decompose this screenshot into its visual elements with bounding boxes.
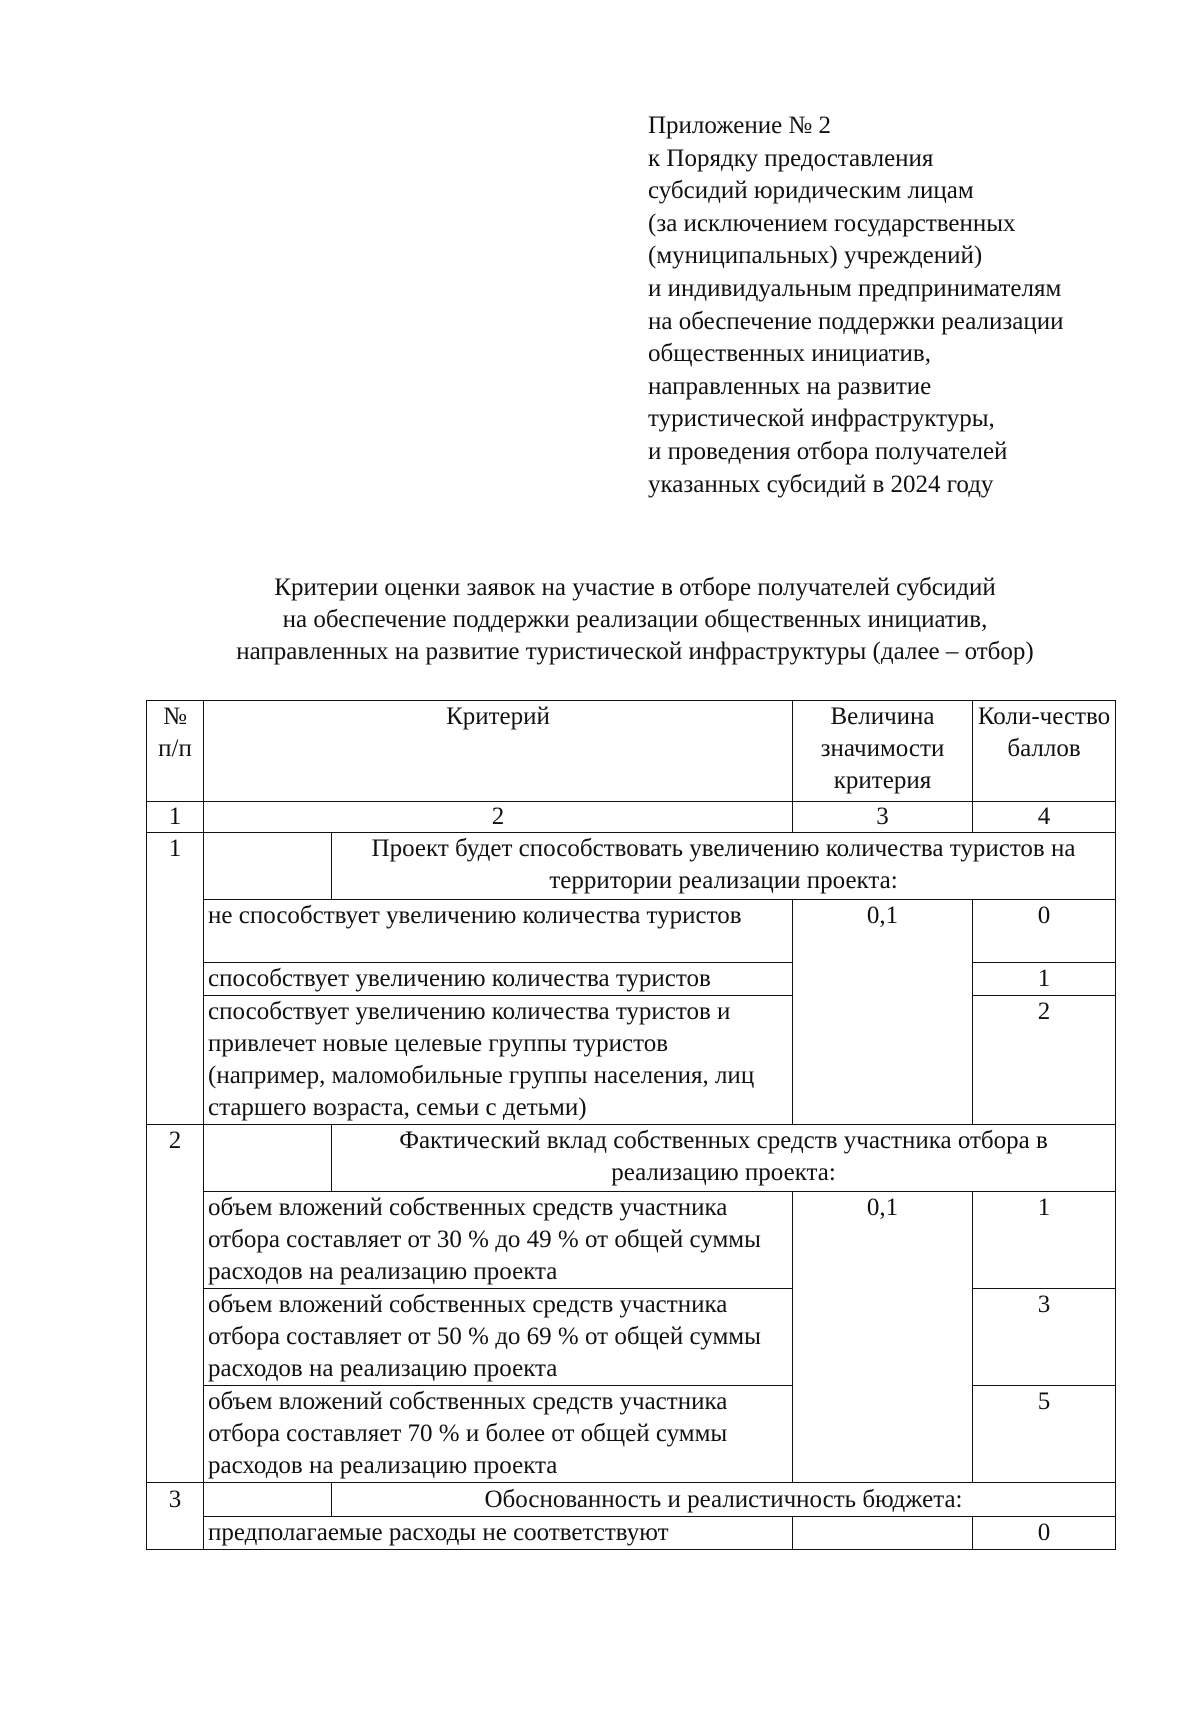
criterion-points: 2	[973, 996, 1116, 1125]
appendix-line: на обеспечение поддержки реализации	[648, 307, 1064, 335]
section-title: Обоснованность и реалистичность бюджета:	[332, 1483, 1116, 1517]
column-numbers-row	[147, 802, 1116, 833]
section-row	[147, 833, 1116, 900]
title-line: Критерии оценки заявок на участие в отборе получателей субсидий	[274, 574, 996, 601]
criterion-text: способствует увеличению количества туристов	[204, 963, 793, 996]
appendix-line: субсидий юридическим лицам	[648, 177, 974, 205]
criterion-row	[147, 1517, 1116, 1550]
header-num: № п/п	[147, 701, 204, 802]
criterion-weight: 0,1	[793, 1192, 973, 1483]
title-line: направленных на развитие туристической инфраструктуры (далее – отбор)	[236, 638, 1034, 665]
appendix-line: к Порядку предоставления	[648, 144, 934, 172]
criterion-text: объем вложений собственных средств участника отбора составляет от 50 % до 69 % от общей суммы расходов на реализацию проекта	[204, 1289, 793, 1386]
appendix-line: (муниципальных) учреждений)	[648, 242, 983, 270]
section-row	[147, 1483, 1116, 1517]
header-weight: Величина значимости критерия	[793, 701, 973, 802]
blank-cell	[204, 833, 332, 900]
criterion-points: 3	[973, 1289, 1116, 1386]
header-criterion: Критерий	[204, 701, 793, 802]
section-number: 3	[147, 1483, 204, 1550]
criterion-text: способствует увеличению количества туристов и привлечет новые целевые группы туристов (например, маломобильные группы населения, лиц старшего возраста, семьи с детьми)	[204, 996, 793, 1125]
appendix-line: и проведения отбора получателей	[648, 437, 1008, 465]
criterion-text: объем вложений собственных средств участника отбора составляет 70 % и более от общей суммы расходов на реализацию проекта	[204, 1386, 793, 1483]
appendix-header	[648, 110, 1063, 501]
column-number: 4	[973, 802, 1116, 833]
column-number: 1	[147, 802, 204, 833]
criterion-points: 1	[973, 963, 1116, 996]
appendix-line: указанных субсидий в 2024 году	[648, 470, 994, 498]
criteria-table	[146, 700, 1116, 1550]
column-number: 3	[793, 802, 973, 833]
criterion-row	[147, 900, 1116, 963]
criterion-text: предполагаемые расходы не соответствуют	[204, 1517, 793, 1550]
criterion-text: объем вложений собственных средств участника отбора составляет от 30 % до 49 % от общей суммы расходов на реализацию проекта	[204, 1192, 793, 1289]
criterion-text: не способствует увеличению количества туристов	[204, 900, 793, 963]
header-points: Коли-чество баллов	[973, 701, 1116, 802]
appendix-line: туристической инфраструктуры,	[648, 405, 995, 433]
section-row	[147, 1125, 1116, 1192]
document-title	[140, 572, 1130, 668]
section-number: 2	[147, 1125, 204, 1483]
section-title: Фактический вклад собственных средств участника отбора в реализацию проекта:	[332, 1125, 1116, 1192]
table-header-row	[147, 701, 1116, 802]
column-number: 2	[204, 802, 793, 833]
appendix-line: направленных на развитие	[648, 372, 932, 400]
appendix-line: и индивидуальным предпринимателям	[648, 274, 1062, 302]
appendix-line: (за исключением государственных	[648, 209, 1016, 237]
criterion-weight: 0,1	[793, 900, 973, 1125]
section-number: 1	[147, 833, 204, 1125]
appendix-line: общественных инициатив,	[648, 340, 931, 368]
criterion-row	[147, 1192, 1116, 1289]
blank-cell	[204, 1125, 332, 1192]
criterion-points: 5	[973, 1386, 1116, 1483]
criterion-points: 0	[973, 1517, 1116, 1550]
blank-cell	[204, 1483, 332, 1517]
appendix-line: Приложение № 2	[648, 112, 832, 139]
criterion-weight	[793, 1517, 973, 1550]
section-title: Проект будет способствовать увеличению количества туристов на территории реализации проекта:	[332, 833, 1116, 900]
criterion-points: 0	[973, 900, 1116, 963]
title-line: на обеспечение поддержки реализации общественных инициатив,	[282, 606, 988, 633]
criterion-points: 1	[973, 1192, 1116, 1289]
